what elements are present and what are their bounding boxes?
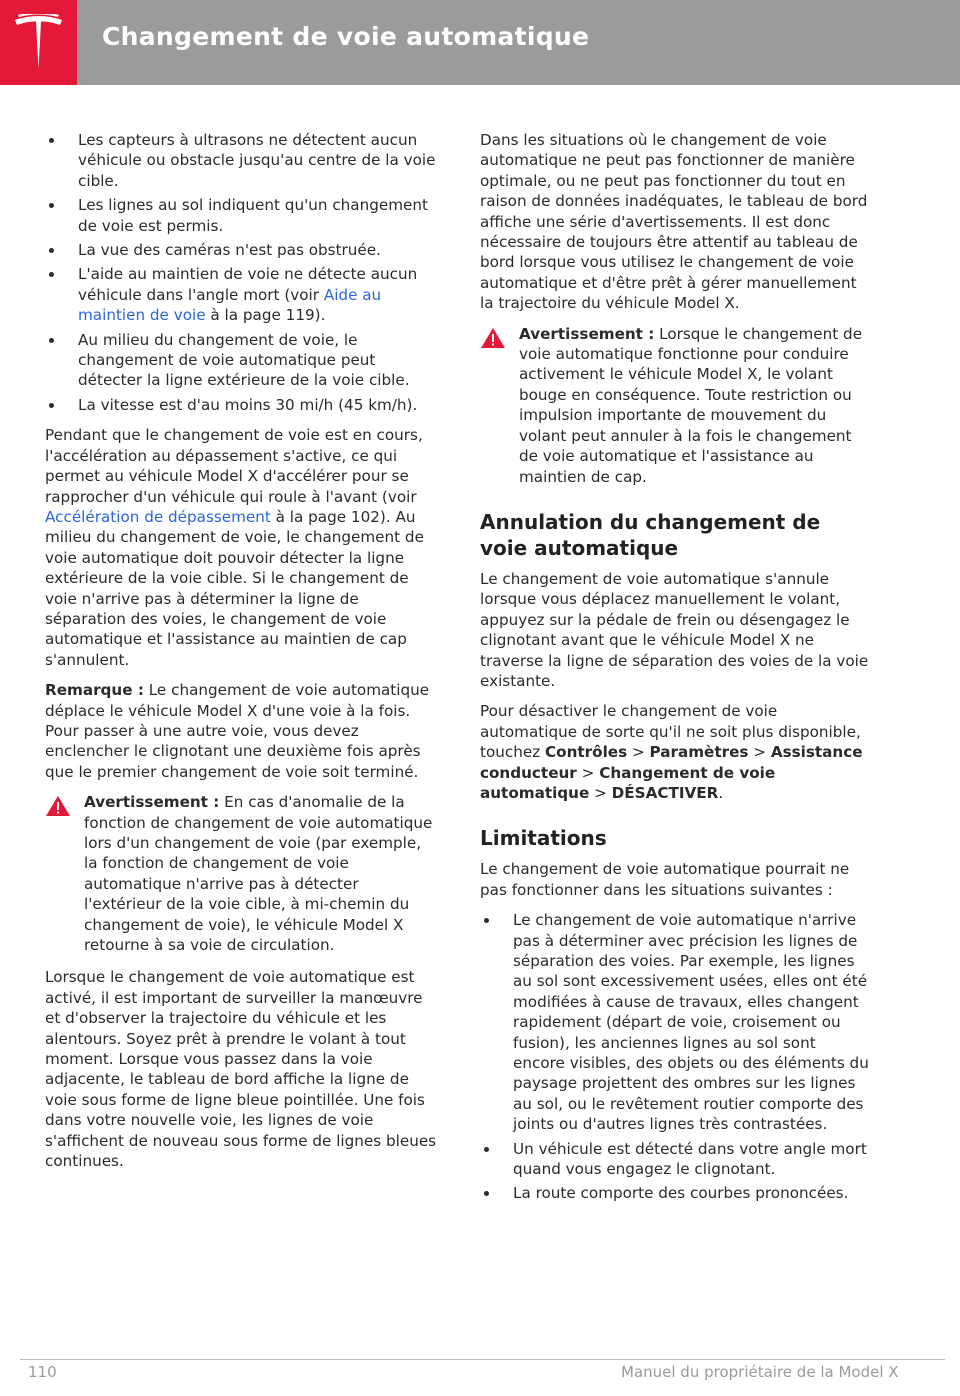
warning-block	[45, 792, 437, 955]
overtake-acceleration-link[interactable]: Accélération de dépassement	[45, 507, 271, 526]
note-paragraph	[45, 680, 437, 782]
list-item: La route comporte des courbes prononcées.	[480, 1183, 872, 1203]
list-item	[45, 264, 437, 325]
paragraph: Dans les situations où le changement de voie automatique ne peut pas fonctionner de manière optimale, ou ne peut pas fonctionner du tout en raison de données inadéquates, le tableau de bord affiche une série d'avertissements. Il est donc nécessaire de toujours être attentif au tableau de bord lorsque vous utilisez le changement de voie automatique et d'être prêt à gérer manuellement la trajectoire du véhicule Model X.	[480, 131, 868, 313]
warning-icon	[480, 327, 506, 349]
menu-path-item: Contrôles	[545, 743, 628, 762]
text: Pour désactiver le changement de voie automatique de sorte qu'il ne soit plus disponible, touchez	[480, 702, 861, 762]
right-column	[480, 130, 872, 1214]
path-separator: >	[748, 743, 771, 762]
list-item: Les lignes au sol indiquent qu'un changement de voie est permis.	[45, 195, 437, 236]
note-text: Le changement de voie automatique déplace le véhicule Model X d'une voie à la fois. Pour passer à une autre voie, vous devez enclencher le clignotant une deuxième fois après que le premier changement de voie soit terminé.	[45, 681, 430, 781]
text: L'aide au maintien de voie ne détecte aucun véhicule dans l'angle mort (voir	[78, 265, 418, 304]
paragraph: Lorsque le changement de voie automatique est activé, il est important de surveiller la manœuvre et d'observer la trajectoire du véhicule et les alentours. Soyez prêt à prendre le volant à tout moment. Lorsque vous passez dans la voie adjacente, le tableau de bord affiche la ligne de voie sous forme de ligne bleue pointillée. Une fois dans votre nouvelle voie, les lignes de voie s'affichent de nouveau sous forme de lignes bleues continues.	[45, 968, 437, 1171]
list-item: Les capteurs à ultrasons ne détectent aucun véhicule ou obstacle jusqu'au centre de la voie cible.	[45, 130, 437, 191]
list-item: Le changement de voie automatique n'arrive pas à déterminer avec précision les lignes de séparation des voies. Par exemple, les lignes au sol sont excessivement usées, elles ont été modifiées à cause de travaux, elles changent rapidement (départ de voie, croisement ou fusion), les anciennes lignes au sol sont encore visibles, des objets ou des éléments du paysage projettent des ombres sur les lignes au sol, ou le revêtement routier comporte des joints ou d'autres lignes très contrastées.	[480, 910, 872, 1134]
text: Pendant que le changement de voie est en cours, l'accélération au dépassement s'active, ce qui permet au véhicule Model X d'accélérer pour se rapprocher d'un véhicule qui roule à l'avant (voir	[45, 426, 423, 506]
list-item: La vitesse est d'au moins 30 mi/h (45 km/h).	[45, 395, 437, 415]
menu-path-item: Paramètres	[649, 743, 749, 762]
note-label: Remarque :	[45, 681, 144, 700]
path-separator: >	[589, 783, 612, 802]
warning-icon	[45, 795, 71, 817]
paragraph: Le changement de voie automatique pourrait ne pas fonctionner dans les situations suivantes :	[480, 860, 850, 899]
text: à la page 102). Au milieu du changement de voie, le changement de voie automatique doit pouvoir détecter la ligne extérieure de la voie cible. Si le changement de voie n'arrive pas à déterminer la ligne de séparation des voies, le changement de voie automatique et l'assistance au maintien de cap s'annulent.	[45, 507, 424, 669]
section-heading-limitations: Limitations	[480, 826, 607, 851]
manual-title: Manuel du propriétaire de la Model X	[621, 1363, 899, 1381]
warning-label: Avertissement :	[519, 324, 655, 343]
section-heading-cancel: Annulation du changement de voie automatique	[480, 509, 821, 560]
page-number: 110	[28, 1363, 57, 1381]
paragraph	[480, 701, 872, 803]
menu-path-item: Changement de voie automatique	[480, 763, 776, 802]
paragraph	[45, 425, 437, 670]
warning-text: Lorsque le changement de voie automatique fonctionne pour conduire activement le véhicule Model X, le volant bouge en conséquence. Toute restriction ou impulsion importante de mouvement du volant peut annuler à la fois le changement de voie automatique et l'assistance au maintien de cap.	[519, 324, 863, 486]
paragraph: Le changement de voie automatique s'annule lorsque vous déplacez manuellement le volant, appuyez sur la pédale de frein ou désengagez le clignotant avant que le véhicule Model X ne traverse la ligne de séparation des voies de la voie existante.	[480, 569, 869, 690]
warning-label: Avertissement :	[84, 793, 220, 812]
lane-keep-assist-link[interactable]: Aide au maintien de voie	[78, 285, 382, 325]
warning-text: En cas d'anomalie de la fonction de changement de voie automatique lors d'un changement de voie (par exemple, la fonction de changement de voie automatique n'arrive pas à détecter l'extérieur de la voie cible, à mi-chemin du changement de voie), le véhicule Model X retourne à sa voie de circulation.	[84, 793, 433, 955]
path-separator: >	[627, 743, 650, 762]
tesla-logo-icon	[12, 14, 65, 71]
conditions-list	[45, 130, 437, 415]
list-item: Un véhicule est détecté dans votre angle mort quand vous engagez le clignotant.	[480, 1139, 872, 1180]
list-item: La vue des caméras n'est pas obstruée.	[45, 240, 437, 260]
brand-logo-box	[0, 0, 77, 85]
menu-path-item: Assistance conducteur	[480, 743, 863, 782]
path-separator: >	[576, 763, 600, 782]
left-column	[45, 130, 437, 1182]
page-header	[0, 0, 960, 85]
menu-path-item: DÉSACTIVER	[611, 783, 719, 802]
list-item: Au milieu du changement de voie, le changement de voie automatique peut détecter la ligne extérieure de la voie cible.	[45, 330, 437, 391]
limitations-list	[480, 910, 872, 1204]
footer-divider	[20, 1359, 945, 1360]
text: à la page 119).	[205, 306, 326, 325]
page-title: Changement de voie automatique	[102, 22, 590, 51]
warning-block	[480, 324, 872, 487]
text: .	[718, 783, 724, 802]
